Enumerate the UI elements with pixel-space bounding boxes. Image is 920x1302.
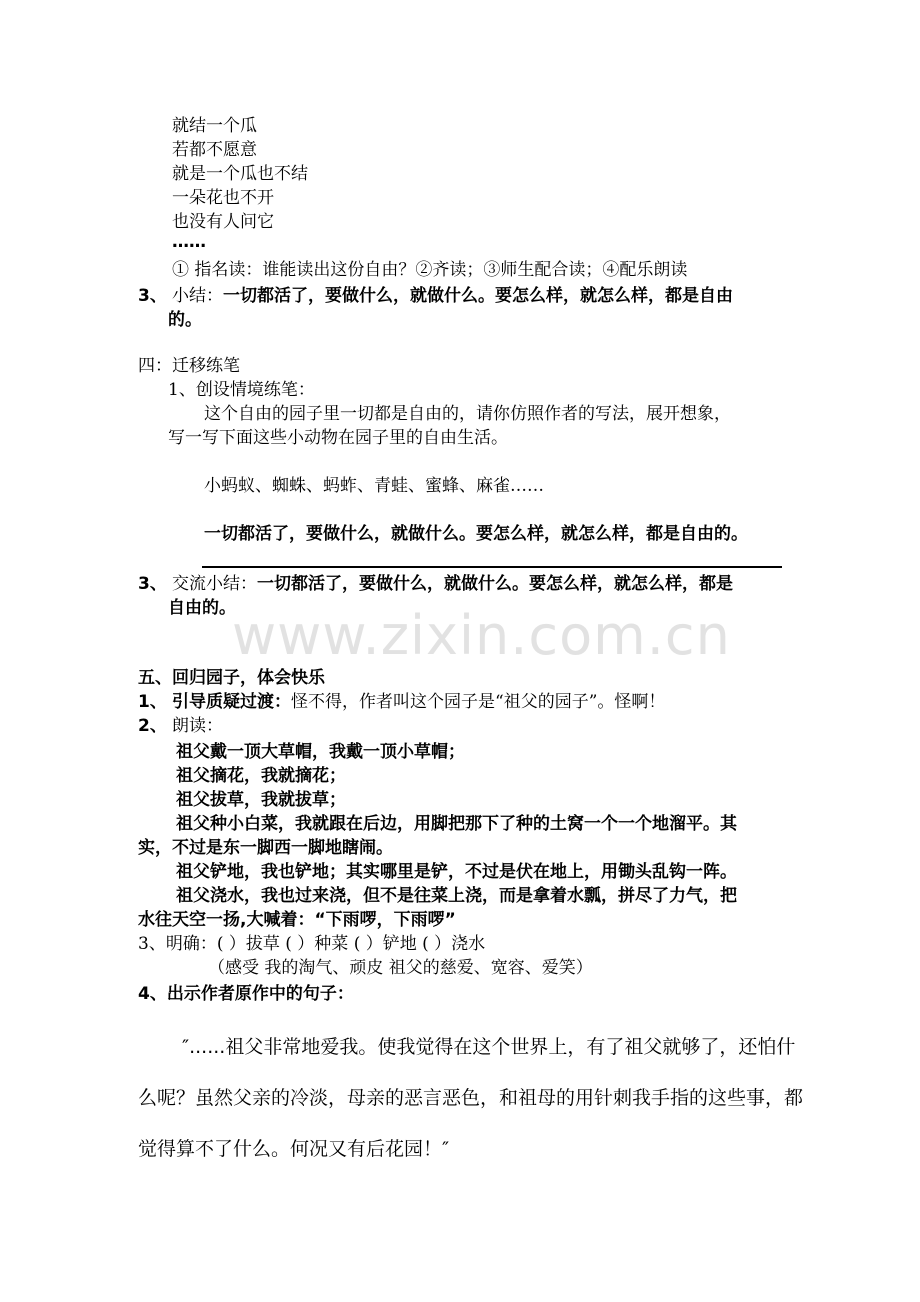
section-item: 1、创设情境练笔：	[168, 380, 315, 400]
item-text: 怪不得，作者叫这个园子是“祖父的园子”。怪啊！	[291, 692, 666, 712]
summary-label: 小结：	[172, 286, 223, 306]
summary-line	[172, 284, 733, 308]
original-quote: ″......祖父非常地爱我。使我觉得在这个世界上，有了祖父就够了，还怕什	[182, 1036, 796, 1058]
summary-line	[172, 572, 733, 596]
reading-paragraph: 祖父浇水，我也过来浇，但不是往菜上浇，而是拿着水瓢，拼尽了力气，把	[176, 886, 737, 906]
item-number: 2、	[138, 716, 167, 736]
poem-line: 一朵花也不开	[172, 188, 274, 208]
poem-ellipsis: ……	[172, 232, 206, 252]
original-quote: 觉得算不了什么。何况又有后花园！″	[138, 1138, 450, 1160]
reading-methods: ① 指名读：谁能读出这份自由？②齐读；③师生配合读；④配乐朗读	[172, 260, 688, 280]
item-label: 4、出示作者原作中的句子：	[138, 984, 354, 1004]
animal-list: 小蚂蚁、蜘蛛、蚂蚱、青蛙、蜜蜂、麻雀……	[204, 476, 544, 496]
section-title: 四：迁移练笔	[138, 356, 240, 376]
summary-text-cont: 自由的。	[168, 598, 236, 618]
summary-number: 3、	[138, 286, 167, 306]
reading-paragraph: 祖父铲地，我也铲地；其实哪里是铲，不过是伏在地上，用锄头乱钩一阵。	[176, 862, 737, 882]
writing-prompt: 这个自由的园子里一切都是自由的，请你仿照作者的写法，展开想象，	[204, 404, 731, 424]
watermark: www.zixin.com.cn	[232, 604, 731, 667]
item-label: 朗读：	[172, 716, 223, 736]
reading-paragraph: 实，不过是东一脚西一脚地瞎闹。	[138, 838, 393, 858]
summary-text: 一切都活了，要做什么，就做什么。要怎么样，就怎么样，都是自由	[223, 286, 733, 306]
reading-line: 祖父拔草，我就拔草；	[176, 790, 346, 810]
writing-prompt: 写一写下面这些小动物在园子里的自由生活。	[168, 428, 508, 448]
item-label: 引导质疑过渡：	[172, 692, 291, 712]
reading-paragraph: 水往天空一扬,大喊着：“下雨啰，下雨啰”	[138, 910, 456, 930]
poem-line: 若都不愿意	[172, 140, 257, 160]
original-quote: 么呢？虽然父亲的冷淡，母亲的恶言恶色，和祖母的用针刺我手指的这些事，都	[138, 1087, 804, 1109]
poem-line: 也没有人问它	[172, 212, 274, 232]
clarify-line: 3、明确：( ）拔草 ( ）种菜 ( ）铲地 ( ）浇水	[138, 934, 486, 954]
summary-text: 一切都活了，要做什么，就做什么。要怎么样，就怎么样，都是	[257, 574, 733, 594]
summary-number: 3、	[138, 574, 167, 594]
reading-paragraph: 祖父种小白菜，我就跟在后边，用脚把那下了种的土窝一个一个地溜平。其	[176, 814, 737, 834]
reading-line: 祖父摘花，我就摘花；	[176, 766, 346, 786]
item-line	[172, 690, 665, 714]
answer-line	[202, 566, 782, 568]
summary-label: 交流小结：	[172, 574, 257, 594]
clarify-note: （感受 我的淘气、顽皮 祖父的慈爱、宽容、爱笑）	[208, 958, 593, 978]
section-title: 五、回归园子，体会快乐	[138, 668, 325, 688]
refrain-line: 一切都活了，要做什么，就做什么。要怎么样，就怎么样，都是自由的。	[204, 524, 748, 544]
poem-line: 就是一个瓜也不结	[172, 164, 308, 184]
reading-line: 祖父戴一顶大草帽，我戴一顶小草帽；	[176, 742, 465, 762]
summary-text-cont: 的。	[168, 310, 202, 330]
item-number: 1、	[138, 692, 167, 712]
poem-line: 就结一个瓜	[172, 116, 257, 136]
